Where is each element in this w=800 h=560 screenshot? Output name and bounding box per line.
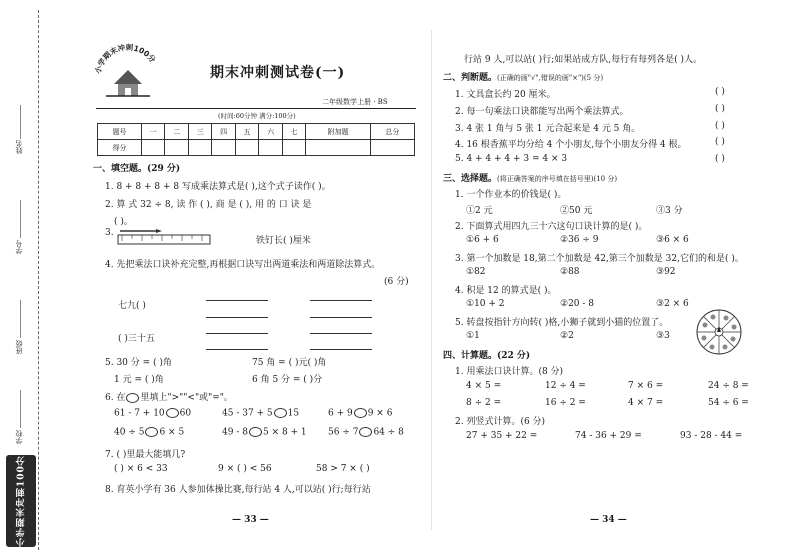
score-cell: 一 (142, 124, 165, 140)
choice-1: 1. 一个作业本的价钱是( )。 (455, 190, 567, 200)
score-cell: 附加题 (306, 124, 371, 140)
series-logo (92, 42, 164, 102)
student-id-line (20, 200, 21, 238)
calc-item: 4 × 5 = (466, 381, 502, 391)
score-cell: 总分 (370, 124, 414, 140)
section-fill-blank: 一、填空题。(29 分) (93, 164, 181, 174)
question-4: 4. 先把乘法口诀补充完整,再根据口诀写出两道乘法和两道除法算式。 (105, 260, 381, 270)
student-id-label: 学号 (15, 240, 23, 254)
choice-5: 5. 转盘按指针方向转( )格,小狮子就到小猫的位置了。 (455, 318, 669, 328)
class-line (20, 300, 21, 338)
answer-line[interactable] (206, 317, 268, 318)
calc-2: 2. 列竖式计算。(6 分) (455, 417, 546, 427)
cut-line (38, 10, 39, 550)
answer-line[interactable] (206, 300, 268, 301)
judge-3: 3. 4 张 1 角与 5 张 1 元合起来是 4 元 5 角。 (455, 124, 641, 134)
question-6-row2: 49 - 8 5 × 8 + 1 (222, 427, 307, 438)
section-choice: 三、选择题。(将正确答案的序号填在括号里)(10 分) (443, 174, 618, 184)
brand-badge: 小学期末冲刺100分 (6, 455, 36, 547)
answer-line[interactable] (310, 300, 372, 301)
score-cell: 二 (165, 124, 188, 140)
subject-label: 二年级数学上册 · BS (322, 98, 388, 106)
calc-vertical: 74 - 36 + 29 = (575, 431, 642, 441)
choice-option[interactable]: ③2 × 6 (656, 299, 689, 309)
choice-option[interactable]: ①10 + 2 (466, 299, 505, 309)
class-label: 班级 (15, 340, 23, 354)
choice-option[interactable]: ③92 (656, 267, 676, 277)
question-8-cont: 行站 9 人,可以站( )行;如果站成方队,每行有每列各是( )人。 (464, 55, 702, 65)
question-8: 8. 育英小学有 36 人参加体操比赛,每行站 4 人,可以站( )行;每行站 (105, 485, 371, 495)
choice-option[interactable]: ①2 元 (466, 206, 493, 216)
nail-ruler-figure (116, 227, 212, 245)
score-cell: 六 (259, 124, 282, 140)
score-input[interactable] (142, 140, 165, 156)
calc-item: 8 ÷ 2 = (466, 398, 502, 408)
page-number-left: — 33 — (232, 515, 269, 525)
question-4-a: 七九( ) (118, 301, 146, 311)
name-line (20, 105, 21, 139)
calc-1: 1. 用乘法口诀计算。(8 分) (455, 367, 564, 377)
question-4-score: (6 分) (384, 277, 409, 287)
time-info: (时间:60分钟 满分:100分) (218, 112, 296, 120)
section-judge: 二、判断题。(正确的画"√",错误的画"×")(5 分) (443, 73, 604, 83)
question-4-b: ( )三十五 (118, 334, 155, 344)
score-cell: 题号 (98, 124, 142, 140)
score-table (97, 123, 415, 156)
calc-vertical: 27 + 35 + 22 = (466, 431, 538, 441)
score-input[interactable] (188, 140, 211, 156)
choice-2: 2. 下面算式用四九三十六这句口诀计算的是( )。 (455, 222, 648, 232)
choice-option[interactable]: ②88 (560, 267, 580, 277)
calc-item: 12 ÷ 4 = (545, 381, 586, 391)
compare-circle[interactable] (359, 427, 372, 437)
choice-option[interactable]: ③3 (656, 331, 670, 341)
calc-item: 7 × 6 = (628, 381, 664, 391)
judge-paren[interactable]: ( ) (715, 137, 725, 147)
score-input[interactable] (370, 140, 414, 156)
compare-circle[interactable] (166, 408, 179, 418)
question-3: 3. (105, 228, 114, 238)
compare-circle[interactable] (145, 427, 158, 437)
choice-option[interactable]: ②36 ÷ 9 (560, 235, 599, 245)
compare-circle[interactable] (274, 408, 287, 418)
choice-3: 3. 第一个加数是 18,第二个加数是 42,第三个加数是 32,它们的和是( )。 (455, 254, 744, 264)
question-7: 7. ( )里最大能填几? (105, 450, 186, 460)
header-divider (96, 108, 416, 109)
calc-item: 24 ÷ 8 = (708, 381, 749, 391)
judge-2: 2. 每一句乘法口诀都能写出两个乘法算式。 (455, 107, 629, 117)
score-row-label: 得分 (98, 140, 142, 156)
section-calc: 四、计算题。(22 分) (443, 351, 531, 361)
answer-line[interactable] (310, 349, 372, 350)
school-line (20, 390, 21, 428)
question-6-row2: 40 ÷ 5 6 × 5 (114, 427, 185, 438)
judge-paren[interactable]: ( ) (715, 87, 725, 97)
compare-circle[interactable] (354, 408, 367, 418)
question-5c: 1 元 = ( )角 (114, 375, 164, 385)
judge-5: 5. 4 + 4 + 4 + 3 = 4 × 3 (455, 154, 568, 164)
score-cell: 三 (188, 124, 211, 140)
question-1: 1. 8 + 8 + 8 + 8 写成乘法算式是( ),这个式子读作( )。 (105, 182, 331, 192)
name-label: 姓名 (15, 140, 23, 154)
score-input[interactable] (212, 140, 235, 156)
page-divider (431, 30, 432, 530)
choice-option[interactable]: ③3 分 (656, 206, 683, 216)
question-6-row1: 61 - 7 + 10 60 (114, 408, 192, 419)
judge-paren[interactable]: ( ) (715, 154, 725, 164)
score-header-row (98, 124, 415, 140)
question-6-row2: 56 ÷ 7 64 ÷ 8 (328, 427, 404, 438)
answer-line[interactable] (206, 349, 268, 350)
question-7-c: 58 > 7 × ( ) (316, 464, 370, 474)
binding-strip (0, 0, 42, 560)
judge-paren[interactable]: ( ) (715, 104, 725, 114)
choice-option[interactable]: ①1 (466, 331, 480, 341)
calc-item: 54 ÷ 6 = (708, 398, 749, 408)
calc-vertical: 93 - 28 - 44 = (680, 431, 743, 441)
choice-option[interactable]: ②20 - 8 (560, 299, 595, 309)
compare-circle[interactable] (126, 393, 139, 403)
school-label: 学校 (15, 430, 23, 444)
question-7-b: 9 × ( ) < 56 (218, 464, 272, 474)
choice-4: 4. 积是 12 的算式是( )。 (455, 286, 557, 296)
score-input[interactable] (306, 140, 371, 156)
question-6-row1: 45 - 37 + 5 15 (222, 408, 300, 419)
score-cell: 七 (282, 124, 305, 140)
logo-text: 小学期末冲刺100分 (93, 42, 158, 75)
judge-4: 4. 16 根香蕉平均分给 4 个小朋友,每个小朋友分得 4 根。 (455, 140, 687, 150)
question-7-a: ( ) × 6 < 33 (114, 464, 168, 474)
question-3-text: 铁钉长( )厘米 (256, 236, 311, 246)
compare-circle[interactable] (249, 427, 262, 437)
page-title: 期末冲刺测试卷(一) (210, 65, 346, 81)
score-input[interactable] (282, 140, 305, 156)
choice-option[interactable]: ①6 + 6 (466, 235, 499, 245)
answer-line[interactable] (206, 333, 268, 334)
score-input[interactable] (259, 140, 282, 156)
judge-paren[interactable]: ( ) (715, 121, 725, 131)
calc-item: 16 ÷ 2 = (545, 398, 586, 408)
question-6: 6. 在 里填上">""<"或"="。 (105, 393, 233, 403)
score-cell: 五 (235, 124, 258, 140)
score-input[interactable] (235, 140, 258, 156)
calc-item: 4 × 7 = (628, 398, 664, 408)
question-6-row1: 6 + 9 9 × 6 (328, 408, 393, 419)
question-2-cont: ( )。 (114, 217, 133, 227)
score-cell: 四 (212, 124, 235, 140)
choice-option[interactable]: ③6 × 6 (656, 235, 689, 245)
choice-option[interactable]: ②2 (560, 331, 574, 341)
question-5a: 5. 30 分 = ( )角 (105, 358, 172, 368)
svg-text:小学期末冲刺100分 (92, 42, 158, 75)
question-2: 2. 算 式 32 ÷ 8, 读 作 ( ), 商 是 ( ), 用 的 口 诀 是 (105, 200, 312, 210)
score-value-row (98, 140, 415, 156)
judge-1: 1. 文具盒长约 20 厘米。 (455, 90, 556, 100)
choice-option[interactable]: ②50 元 (560, 206, 593, 216)
spinner-wheel-figure (695, 308, 743, 356)
answer-line[interactable] (310, 317, 372, 318)
answer-line[interactable] (310, 333, 372, 334)
question-5d: 6 角 5 分 = ( )分 (252, 375, 323, 385)
question-5b: 75 角 = ( )元( )角 (252, 358, 327, 368)
choice-option[interactable]: ①82 (466, 267, 486, 277)
page-number-right: — 34 — (590, 515, 627, 525)
score-input[interactable] (165, 140, 188, 156)
